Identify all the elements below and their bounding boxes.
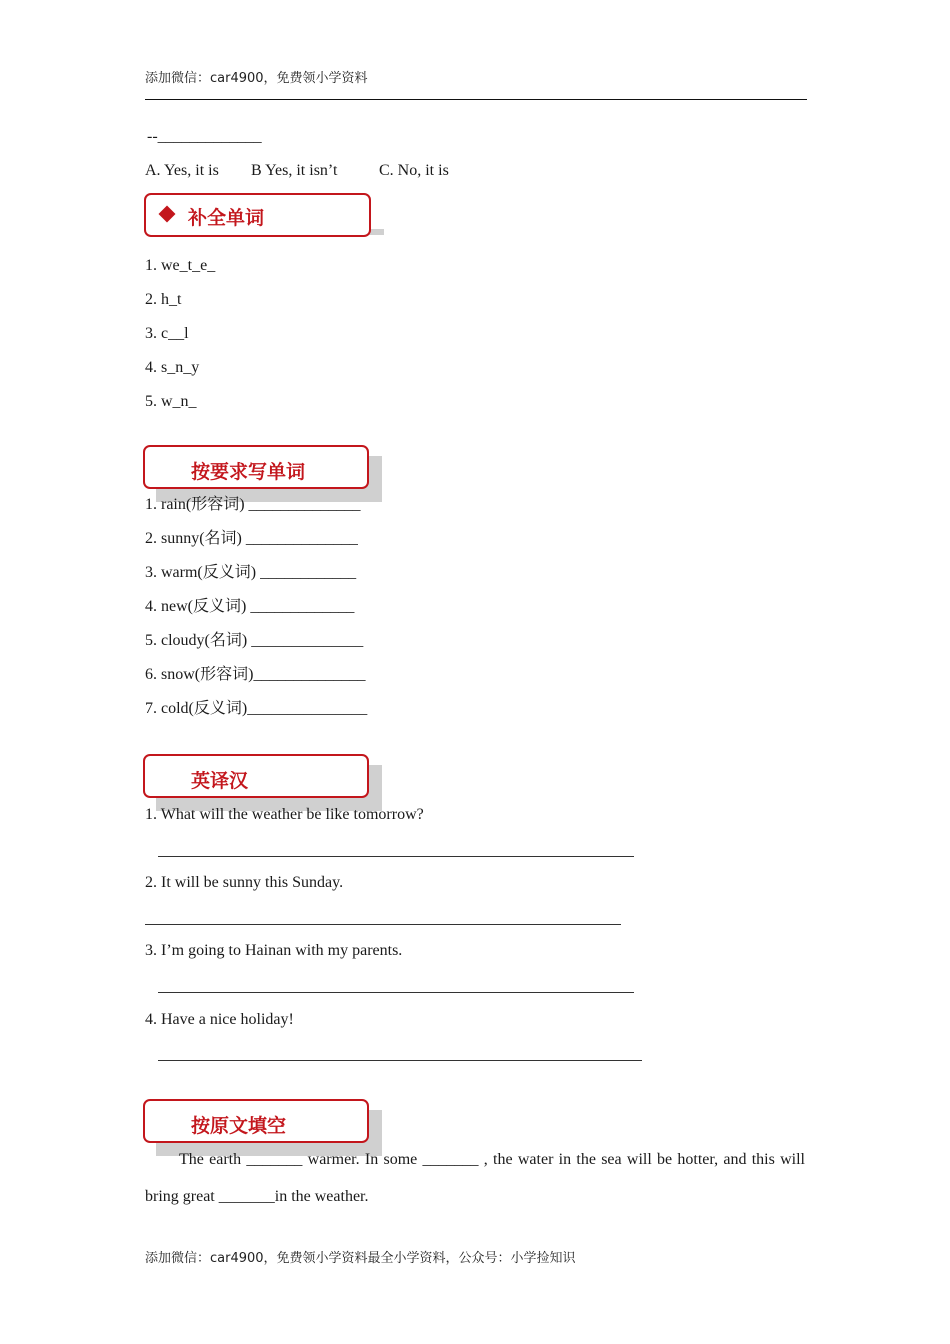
- list-item: 7. cold(反义词)_______________: [145, 700, 368, 717]
- section-box: [143, 754, 369, 798]
- section-title: 按要求写单词: [191, 461, 306, 483]
- list-item: 1. What will the weather be like tomorrow?: [145, 806, 424, 823]
- section-title: 按原文填空: [191, 1115, 287, 1137]
- option-b: B Yes, it isn’t: [251, 162, 338, 179]
- list-item: 5. w_n_: [145, 393, 197, 410]
- answer-line[interactable]: [158, 992, 634, 993]
- footer-note: 添加微信：car4900，免费领小学资料最全小学资料，公众号：小学捡知识: [145, 1251, 576, 1266]
- list-item: 1. rain(形容词) ______________: [145, 496, 361, 513]
- list-item: 1. we_t_e_: [145, 257, 216, 274]
- section-title: 英译汉: [191, 770, 249, 792]
- list-item: 3. c__l: [145, 325, 189, 342]
- section-title: 补全单词: [188, 207, 265, 229]
- list-item: 2. sunny(名词) ______________: [145, 530, 358, 547]
- answer-line[interactable]: [158, 1060, 642, 1061]
- list-item: 5. cloudy(名词) ______________: [145, 632, 364, 649]
- list-item: 3. I’m going to Hainan with my parents.: [145, 942, 403, 959]
- list-item: 4. Have a nice holiday!: [145, 1011, 294, 1028]
- list-item: 3. warm(反义词) ____________: [145, 564, 357, 581]
- list-item: 2. h_t: [145, 291, 182, 308]
- list-item: 4. s_n_y: [145, 359, 200, 376]
- list-item: 4. new(反义词) _____________: [145, 598, 355, 615]
- list-item: 6. snow(形容词)______________: [145, 666, 366, 683]
- answer-blank: --_____________: [147, 128, 262, 145]
- header-rule: [145, 99, 807, 100]
- option-a: A. Yes, it is: [145, 162, 219, 179]
- answer-line[interactable]: [158, 856, 634, 857]
- answer-line[interactable]: [145, 924, 621, 925]
- option-c: C. No, it is: [379, 162, 449, 179]
- header-note: 添加微信：car4900，免费领小学资料: [145, 71, 368, 86]
- fill-paragraph: The earth _______ warmer. In some _______ , the water in the sea will be hotter, and this will bring great _______in the weather.: [145, 1151, 805, 1205]
- list-item: 2. It will be sunny this Sunday.: [145, 874, 344, 891]
